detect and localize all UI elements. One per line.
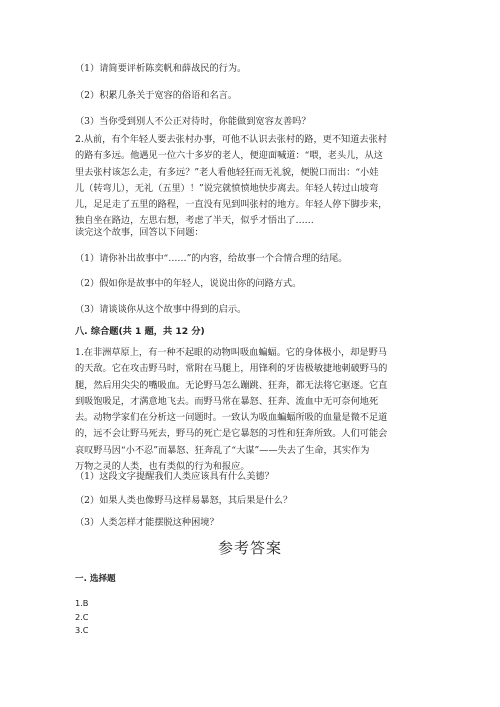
story-line: 儿（转弯儿），无礼（五里）！”说完就愤愤地快步离去。年轻人转过山坡弯 xyxy=(75,182,379,194)
paragraph-line: 的天敌。它在攻击野马时，常附在马腿上，用锋利的牙齿极敏捷地刺破野马的 xyxy=(75,363,388,375)
paragraph-line: 到吸饱吸足，才满意地飞去。而野马常在暴怒、狂奔、流血中无可奈何地死 xyxy=(75,395,379,407)
question-2-1: （1）请你补出故事中“……”的内容，给故事一个合情合理的结尾。 xyxy=(75,253,348,264)
answer-item: 3.C xyxy=(75,625,89,635)
paragraph-line: 去。动物学家们在分析这一问题时。一致认为吸血蝙蝠所吸的血量是微不足道 xyxy=(75,412,388,424)
question-1-1: （1）请简要评析陈奕帆和薛战民的行为。 xyxy=(75,63,247,74)
question-8-2: （2）如果人类也像野马这样易暴怒，其后果是什么？ xyxy=(75,495,293,506)
story-line: 儿，足足走了五里的路程，一直没有见到叫张村的地方。年轻人停下脚步来， xyxy=(75,199,388,211)
question-8-3: （3）人类怎样才能摆脱这种困境？ xyxy=(75,517,219,528)
question-8-1: （1）这段文字提醒我们人类应该具有什么美德？ xyxy=(75,471,274,482)
paragraph-line: 的，远不会让野马死去，野马的死亡是它暴怒的习性和狂奔所致。人们可能会 xyxy=(75,428,388,440)
story-line: 里去张村该怎么走，有多远？”老人看他轻狂而无礼貌，便脱口而出：“小娃 xyxy=(75,166,379,178)
section-8-heading: 八. 综合题(共 1 题，共 12 分) xyxy=(75,326,205,337)
question-1-3: （3）当你受到别人不公正对待时，你能做到宽容友善吗？ xyxy=(75,116,311,127)
story-line: 独自坐在路边，左思右想，考虑了半天，似乎才悟出了…… xyxy=(75,215,314,227)
story-2-paragraph xyxy=(75,132,427,230)
paragraph-line: 万物之灵的人类，也有类似的行为和报应。 xyxy=(75,461,250,473)
question-1-2: （2）积累几条关于宽容的俗语和名言。 xyxy=(75,90,238,101)
answer-item: 2.C xyxy=(75,612,89,622)
question-2-3: （3）请谈谈你从这个故事中得到的启示。 xyxy=(75,304,247,315)
story-2-prompt: 读完这个故事，回答以下问题： xyxy=(75,227,204,238)
answer-item: 1.B xyxy=(75,598,89,608)
answers-section-heading: 一. 选择题 xyxy=(75,574,116,584)
story-line: 的路有多远。他遇见一位六十多岁的老人，便迎面喊道：“喂，老头儿，从这 xyxy=(75,150,383,162)
question-2-2: （2）假如你是故事中的年轻人，说说出你的问路方式。 xyxy=(75,278,302,289)
paragraph-line: 哀叹野马因“小不忍”而暴怒、狂奔乱了“大谋”——失去了生命，其实作为 xyxy=(75,444,370,456)
section-8-paragraph xyxy=(75,345,427,475)
story-line: 2.从前，有个年轻人要去张村办事，可他不认识去张村的路，更不知道去张村 xyxy=(75,134,387,145)
paragraph-line: 1.在非洲草原上，有一种不起眼的动物叫吸血蝙蝠。它的身体极小，却是野马 xyxy=(75,347,387,358)
paragraph-line: 腿，然后用尖尖的嘴吸血。无论野马怎么蹦跳、狂奔，都无法将它驱逐。它直 xyxy=(75,379,388,391)
answers-title: 参考答案 xyxy=(217,539,282,557)
